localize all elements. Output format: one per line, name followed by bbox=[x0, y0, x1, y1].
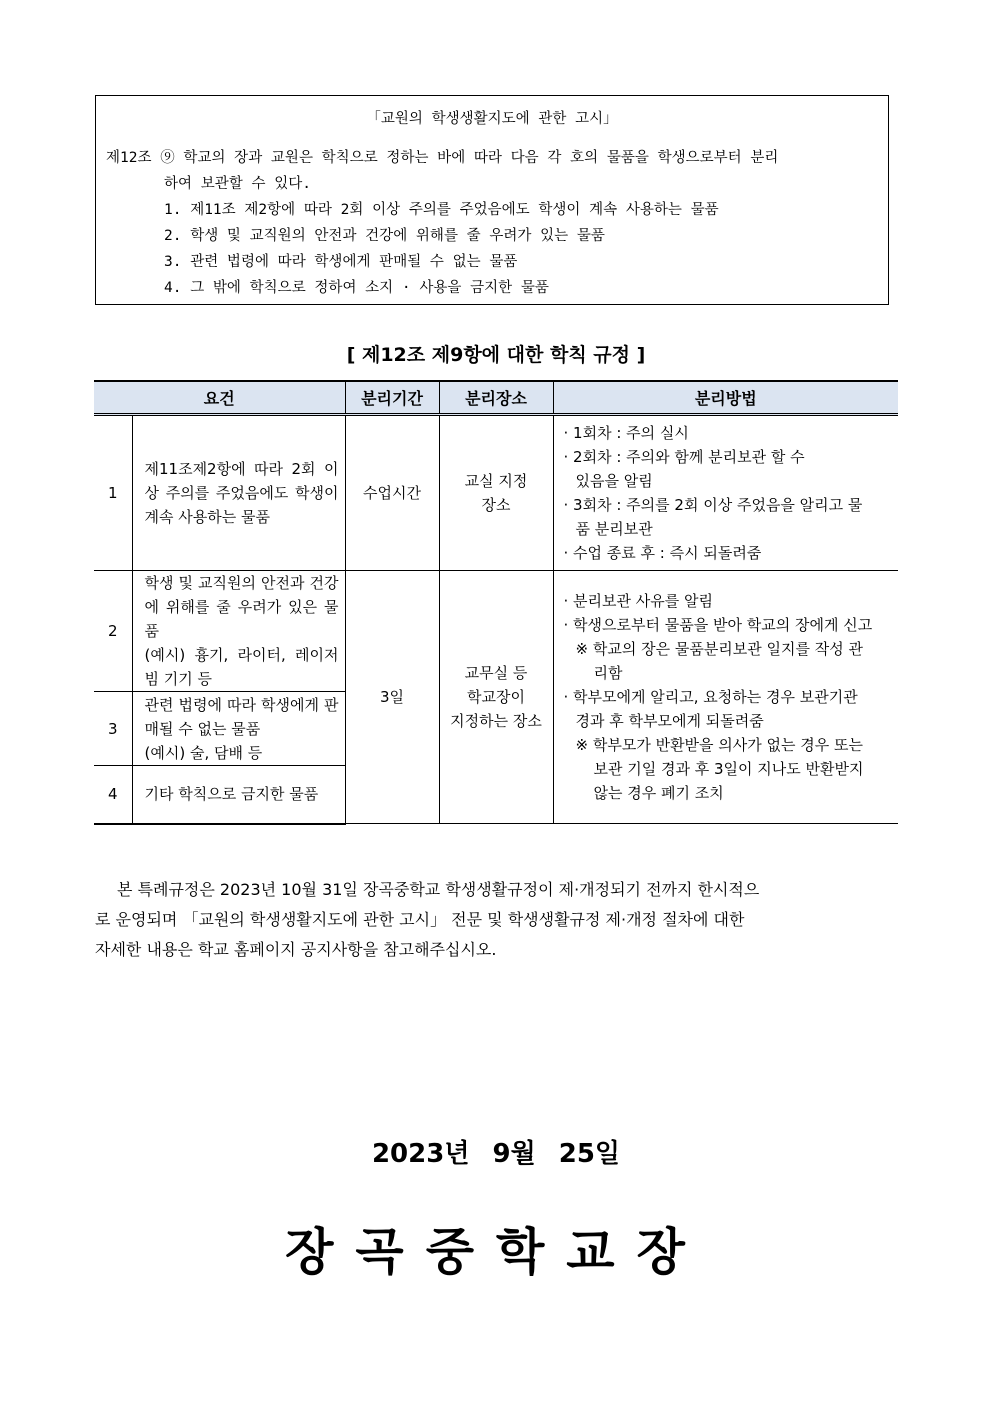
row-period: 수업시간 bbox=[345, 415, 439, 571]
row-place bbox=[439, 415, 553, 571]
table-header-row bbox=[94, 381, 898, 415]
header-place: 분리장소 bbox=[439, 381, 553, 415]
row-condition: 기타 학칙으로 금지한 물품 bbox=[132, 766, 345, 824]
place-line: 교무실 등 bbox=[464, 664, 528, 682]
method-line: · 1회차 : 주의 실시 bbox=[563, 424, 689, 442]
method-line: · 3회차 : 주의를 2회 이상 주었음을 알리고 물 bbox=[563, 496, 863, 514]
row-condition bbox=[132, 571, 345, 692]
notice-title: 「교원의 학생생활지도에 관한 고시」 bbox=[366, 111, 618, 127]
closing-line-3: 자세한 내용은 학교 홈페이지 공지사항을 참고해주십시오. bbox=[95, 940, 497, 959]
notice-item-1: 1. 제11조 제2항에 따라 2회 이상 주의를 주었음에도 학생이 계속 사용하는 물품 bbox=[164, 202, 719, 218]
method-note: ※ 학교의 장은 물품분리보관 일지를 작성 관 bbox=[575, 640, 864, 658]
place-line: 학교장이 bbox=[467, 688, 525, 706]
condition-text: 관련 법령에 따라 학생에게 판매될 수 없는 물품 bbox=[144, 695, 339, 738]
method-line: · 학생으로부터 물품을 받아 학교의 장에게 신고 bbox=[563, 616, 873, 634]
notice-article-line1: 제12조 ⑨ 학교의 장과 교원은 학칙으로 정하는 바에 따라 다음 각 호의 물품을 학생으로부터 분리 bbox=[106, 150, 779, 166]
row-condition bbox=[132, 692, 345, 766]
row-condition: 제11조제2항에 따라 2회 이상 주의를 주었음에도 학생이 계속 사용하는 물품 bbox=[132, 415, 345, 571]
notice-item-2: 2. 학생 및 교직원의 안전과 건강에 위해를 줄 우려가 있는 물품 bbox=[164, 228, 605, 244]
condition-example: (예시) 흉기, 라이터, 레이저빔 기기 등 bbox=[144, 646, 339, 688]
method-line: · 2회차 : 주의와 함께 분리보관 할 수 bbox=[563, 448, 805, 466]
row-method bbox=[553, 415, 898, 571]
method-line: 리함 bbox=[593, 664, 623, 682]
method-line: · 수업 종료 후 : 즉시 되돌려줌 bbox=[563, 544, 762, 562]
method-line: 경과 후 학부모에게 되돌려줌 bbox=[575, 712, 764, 730]
method-line: · 학부모에게 알리고, 요청하는 경우 보관기관 bbox=[563, 688, 858, 706]
row-number: 1 bbox=[94, 415, 132, 571]
notice-article-line2: 하여 보관할 수 있다. bbox=[164, 176, 311, 192]
header-period: 분리기간 bbox=[345, 381, 439, 415]
separation-rules-table bbox=[94, 380, 898, 825]
header-method: 분리방법 bbox=[553, 381, 898, 415]
condition-text: 학생 및 교직원의 안전과 건강에 위해를 줄 우려가 있은 물품 bbox=[144, 574, 339, 640]
row-number: 3 bbox=[94, 692, 132, 766]
header-condition: 요건 bbox=[94, 381, 345, 415]
place-line: 교실 지정 bbox=[464, 472, 528, 490]
closing-line-1: 본 특례규정은 2023년 10월 31일 장곡중학교 학생생활규정이 제·개정되기 전까지 한시적으 bbox=[117, 880, 760, 899]
notice-item-3: 3. 관련 법령에 따라 학생에게 판매될 수 없는 물품 bbox=[164, 254, 518, 270]
shared-place bbox=[439, 571, 553, 824]
method-note: ※ 학부모가 반환받을 의사가 없는 경우 또는 bbox=[575, 736, 864, 754]
condition-example: (예시) 술, 담배 등 bbox=[144, 743, 263, 762]
notice-box bbox=[95, 95, 889, 305]
document-date: 2023년 9월 25일 bbox=[371, 1139, 621, 1169]
row-number: 4 bbox=[94, 766, 132, 824]
place-line: 지정하는 장소 bbox=[450, 712, 542, 730]
place-line: 장소 bbox=[481, 496, 511, 514]
method-line: 있음을 알림 bbox=[575, 472, 653, 490]
method-line: 않는 경우 폐기 조치 bbox=[593, 784, 724, 802]
section-title: [ 제12조 제9항에 대한 학칙 규정 ] bbox=[346, 344, 646, 366]
notice-item-4: 4. 그 밖에 학칙으로 정하여 소지 · 사용을 금지한 물품 bbox=[164, 280, 549, 296]
shared-period: 3일 bbox=[345, 571, 439, 824]
shared-method bbox=[553, 571, 898, 824]
method-line: 품 분리보관 bbox=[575, 520, 653, 538]
method-line: 보관 기일 경과 후 3일이 지나도 반환받지 bbox=[593, 760, 864, 778]
table-row bbox=[94, 571, 898, 692]
table-row bbox=[94, 415, 898, 571]
method-line: · 분리보관 사유를 알림 bbox=[563, 592, 713, 610]
signer-principal: 장곡중학교장 bbox=[285, 1223, 707, 1281]
closing-line-2: 로 운영되며 「교원의 학생생활지도에 관한 고시」 전문 및 학생생활규정 제·개정 절차에 대한 bbox=[95, 910, 745, 929]
row-number: 2 bbox=[94, 571, 132, 692]
